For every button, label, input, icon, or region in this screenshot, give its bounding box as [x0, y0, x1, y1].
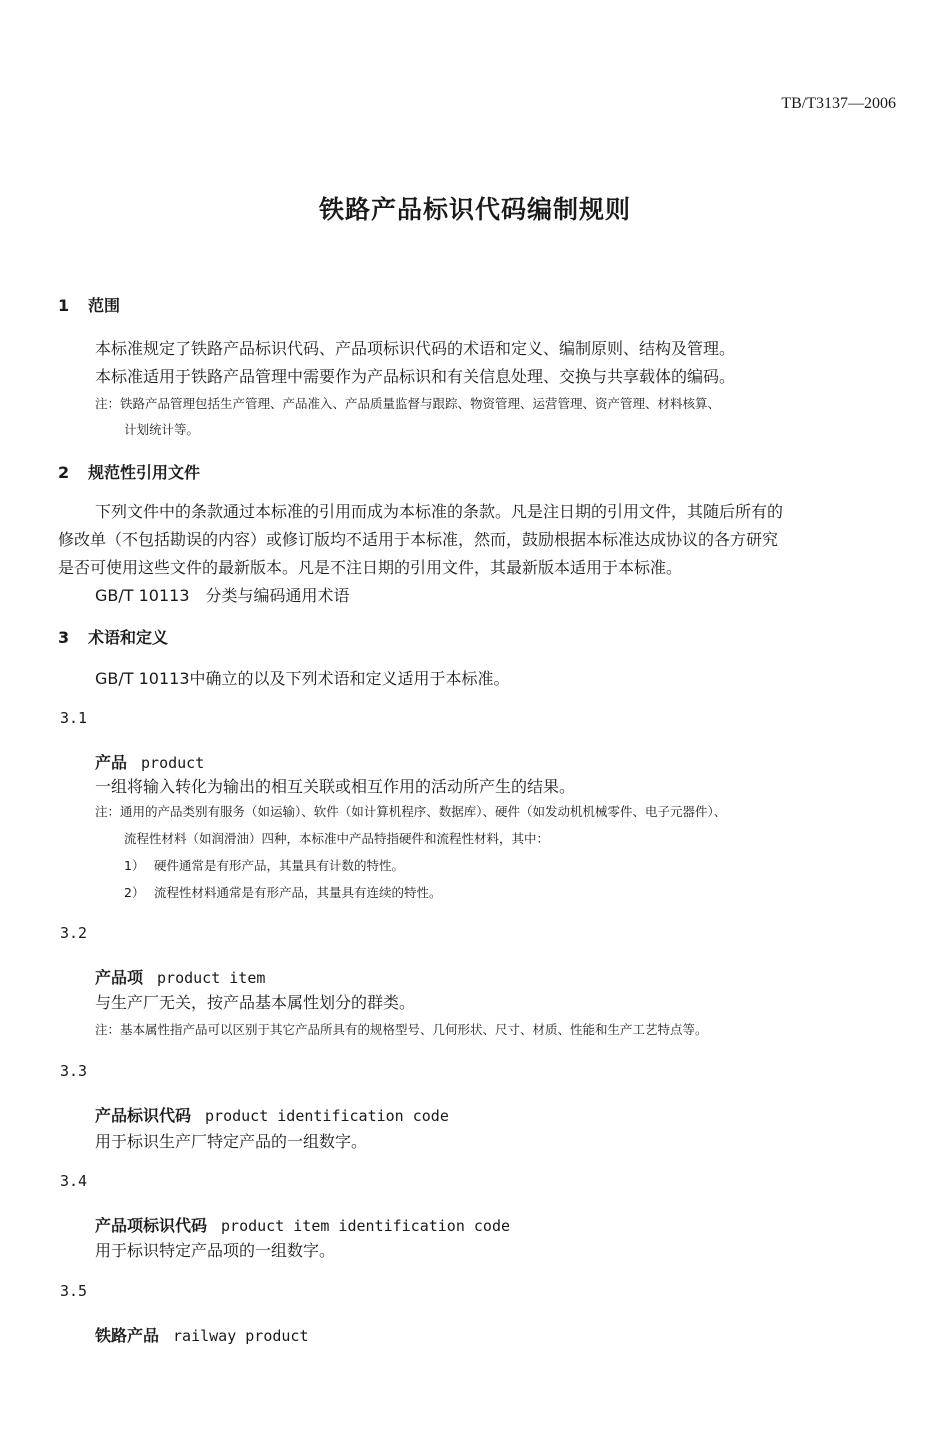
standard-number: TB/T3137—2006: [781, 95, 896, 112]
clause-number: 3.1: [60, 709, 88, 727]
term-en: product item identification code: [221, 1217, 510, 1235]
section-3-heading: [58, 625, 168, 648]
term-en: product item: [157, 969, 266, 987]
term-zh: 产品项标识代码: [95, 1216, 208, 1235]
section-number: 1: [58, 296, 70, 315]
term-definition: 与生产厂无关，按产品基本属性划分的群类。: [95, 993, 416, 1012]
term-note-item: [124, 883, 442, 901]
section-title: 范围: [88, 296, 121, 315]
term-definition: 用于标识特定产品项的一组数字。: [95, 1241, 336, 1260]
note-item-text: 硬件通常是有形产品，其量具有计数的特性。: [154, 858, 405, 873]
section-1-paragraph: 本标准适用于铁路产品管理中需要作为产品标识和有关信息处理、交换与共享载体的编码。: [95, 367, 736, 386]
note-item-text: 流程性材料通常是有形产品，其量具有连续的特性。: [154, 885, 442, 900]
section-3-intro: GB/T 10113中确立的以及下列术语和定义适用于本标准。: [95, 669, 510, 688]
term-heading: [95, 1213, 510, 1236]
term-zh: 产品项: [95, 968, 144, 987]
clause-number: 3.5: [60, 1282, 88, 1300]
term-zh: 产品: [95, 753, 128, 772]
term-zh: 铁路产品: [95, 1326, 160, 1345]
note-item-index: 1）: [124, 858, 145, 873]
section-number: 3: [58, 628, 70, 647]
clause-number: 3.3: [60, 1062, 88, 1080]
term-note: 注：通用的产品类别有服务（如运输）、软件（如计算机程序、数据库）、硬件（如发动机机械零件、电子元器件）、: [95, 804, 727, 819]
term-note: 注：基本属性指产品可以区别于其它产品所具有的规格型号、几何形状、尺寸、材质、性能和生产工艺特点等。: [95, 1022, 708, 1037]
note-item-index: 2）: [124, 885, 145, 900]
section-title: 规范性引用文件: [88, 463, 201, 482]
normative-reference: GB/T 10113 分类与编码通用术语: [95, 586, 350, 605]
term-heading: [95, 750, 204, 773]
term-heading: [95, 1103, 449, 1126]
term-note-continued: 流程性材料（如润滑油）四种，本标准中产品特指硬件和流程性材料，其中：: [124, 831, 550, 846]
term-en: product: [141, 754, 205, 772]
section-title: 术语和定义: [88, 628, 169, 647]
section-2-line: 下列文件中的条款通过本标准的引用而成为本标准的条款。凡是注日期的引用文件，其随后所有的: [95, 502, 784, 521]
section-1-note-continued: 计划统计等。: [124, 422, 200, 437]
section-2-heading: [58, 460, 200, 483]
term-en: railway product: [173, 1327, 309, 1345]
clause-number: 3.2: [60, 924, 88, 942]
section-1-paragraph: 本标准规定了铁路产品标识代码、产品项标识代码的术语和定义、编制原则、结构及管理。: [95, 339, 736, 358]
term-heading: [95, 1323, 308, 1346]
clause-number: 3.4: [60, 1172, 88, 1190]
term-zh: 产品标识代码: [95, 1106, 192, 1125]
term-definition: 用于标识生产厂特定产品的一组数字。: [95, 1132, 368, 1151]
section-2-line: 修改单（不包括勘误的内容）或修订版均不适用于本标准，然而，鼓励根据本标准达成协议的各方研究: [58, 530, 779, 549]
section-number: 2: [58, 463, 70, 482]
document-title: 铁路产品标识代码编制规则: [318, 195, 631, 224]
term-en: product identification code: [205, 1107, 449, 1125]
term-definition: 一组将输入转化为输出的相互关联或相互作用的活动所产生的结果。: [95, 777, 576, 796]
section-2-line: 是否可使用这些文件的最新版本。凡是不注日期的引用文件，其最新版本适用于本标准。: [58, 558, 683, 577]
term-note-item: [124, 856, 404, 874]
section-1-heading: [58, 293, 120, 316]
section-1-note: 注：铁路产品管理包括生产管理、产品准入、产品质量监督与跟踪、物资管理、运营管理、资产管理、材料核算、: [95, 396, 721, 411]
term-heading: [95, 965, 265, 988]
